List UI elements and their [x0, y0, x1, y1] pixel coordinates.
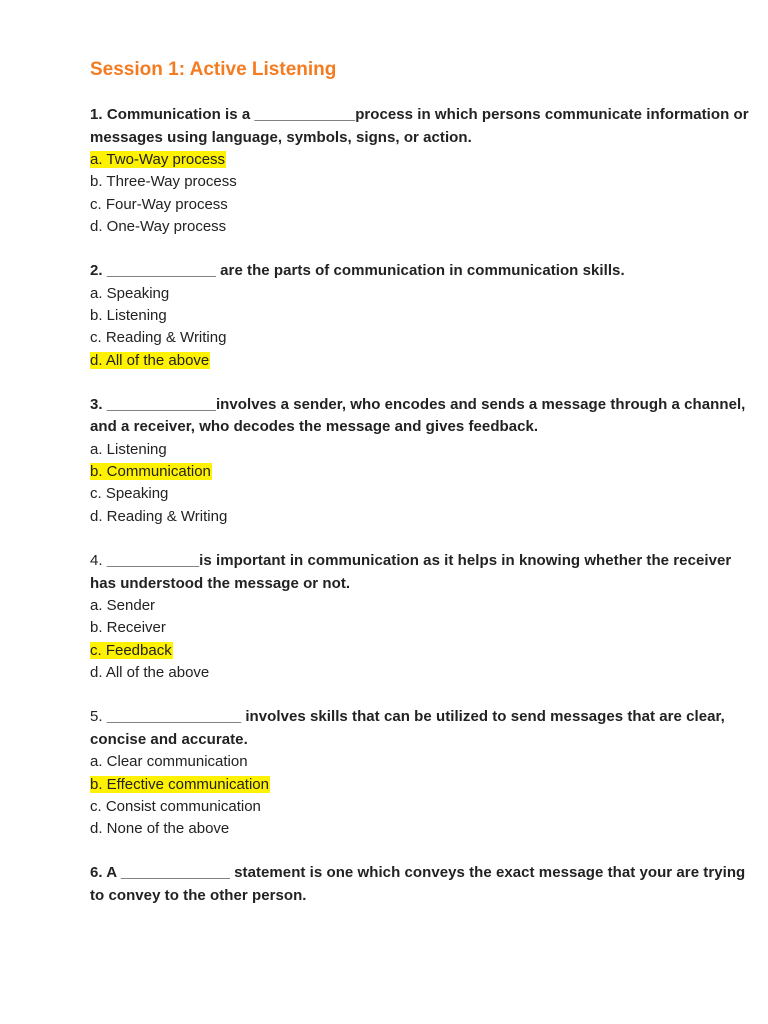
answer-option-highlighted — [90, 640, 750, 662]
question-list — [90, 104, 750, 907]
answer-option — [90, 751, 750, 773]
question-text: ___________is important in communication as it helps in knowing whether the receiver has understood the message or not. — [90, 552, 732, 592]
option-text: d. All of the above — [90, 351, 210, 369]
option-text: d. All of the above — [90, 663, 210, 681]
question-stem — [90, 862, 750, 907]
answer-option — [90, 662, 750, 684]
question-stem — [90, 260, 750, 283]
question-number: 6. — [90, 864, 103, 882]
option-text: c. Four-Way process — [90, 195, 228, 213]
document-page — [90, 57, 750, 929]
answer-option-highlighted — [90, 149, 750, 171]
answer-option — [90, 617, 750, 639]
answer-option-highlighted — [90, 350, 750, 372]
answer-option — [90, 818, 750, 840]
answer-option — [90, 216, 750, 238]
option-text: c. Reading & Writing — [90, 329, 227, 347]
question-stem — [90, 706, 750, 751]
option-text: c. Feedback — [90, 641, 172, 659]
question-item — [90, 260, 750, 372]
answer-option — [90, 506, 750, 528]
answer-option — [90, 483, 750, 505]
answer-option — [90, 439, 750, 461]
question-text: ________________ involves skills that can be utilized to send messages that are clear, concise and accurate. — [90, 708, 725, 748]
option-text: d. Reading & Writing — [90, 507, 228, 525]
option-text: a. Two-Way process — [90, 151, 226, 168]
question-text: Communication is a ____________process in which persons communicate information or messages using language, symbols, signs, or action. — [90, 106, 749, 146]
question-stem — [90, 550, 750, 595]
question-number: 5. — [90, 708, 103, 726]
question-item — [90, 394, 750, 528]
option-text: d. One-Way process — [90, 217, 227, 235]
answer-option-highlighted — [90, 774, 750, 796]
option-text: d. None of the above — [90, 820, 230, 838]
option-text: b. Receiver — [90, 619, 166, 637]
option-text: b. Effective communication — [90, 775, 269, 793]
option-text: b. Three-Way process — [90, 173, 237, 191]
answer-option — [90, 194, 750, 216]
answer-option — [90, 796, 750, 818]
question-number: 3. — [90, 395, 103, 413]
question-item — [90, 104, 750, 238]
page-title: Session 1: Active Listening — [90, 59, 337, 80]
answer-option — [90, 327, 750, 349]
option-text: c. Consist communication — [90, 797, 261, 815]
question-stem — [90, 104, 750, 149]
option-text: b. Communication — [90, 463, 211, 481]
answer-option — [90, 305, 750, 327]
question-number: 4. — [90, 552, 103, 570]
question-text: _____________ are the parts of communication in communication skills. — [102, 262, 625, 280]
question-item — [90, 706, 750, 840]
answer-option — [90, 171, 750, 193]
question-number: 2. — [90, 262, 103, 280]
option-text: a. Listening — [90, 440, 167, 458]
answer-option — [90, 283, 750, 305]
question-item — [90, 862, 750, 907]
option-text: b. Listening — [90, 306, 167, 324]
question-text: _____________involves a sender, who encodes and sends a message through a channel, and a receiver, who decodes the message and gives feedback. — [90, 395, 746, 436]
option-text: a. Clear communication — [90, 753, 248, 771]
question-stem — [90, 394, 750, 439]
question-item — [90, 550, 750, 684]
answer-option-highlighted — [90, 461, 750, 483]
answer-option — [90, 595, 750, 617]
question-number: 1. — [90, 106, 103, 123]
question-text: A _____________ statement is one which conveys the exact message that your are trying to convey to the other person. — [90, 864, 746, 904]
option-text: c. Speaking — [90, 485, 169, 503]
option-text: a. Sender — [90, 597, 156, 615]
option-text: a. Speaking — [90, 284, 170, 302]
